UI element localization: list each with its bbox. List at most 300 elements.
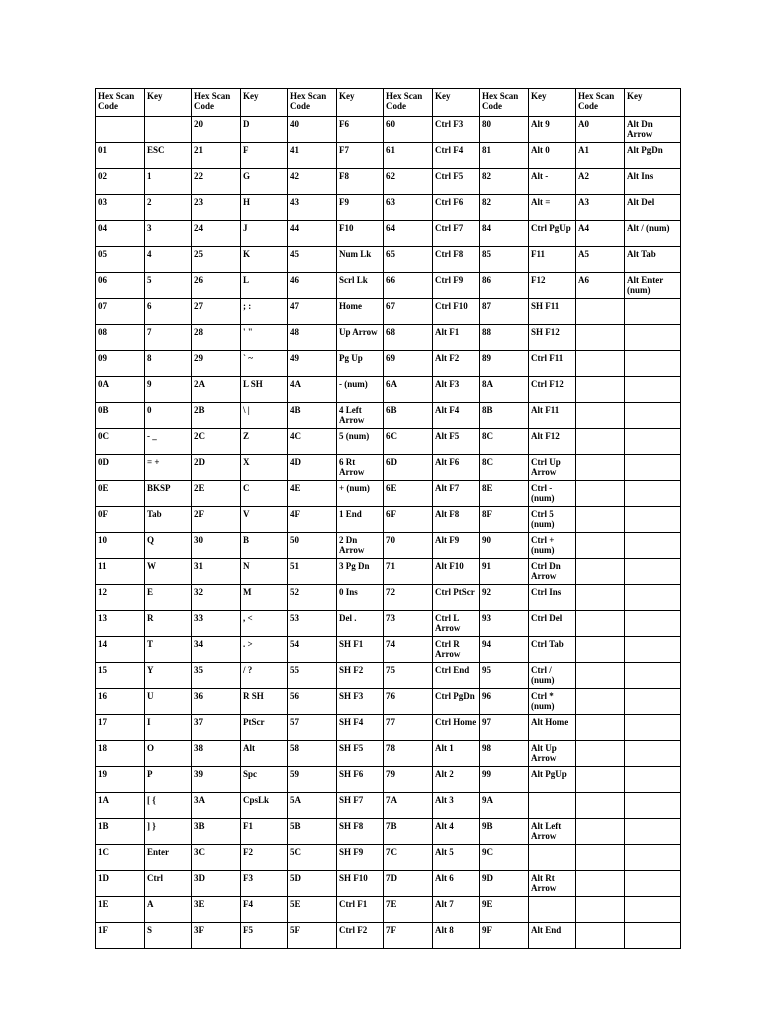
hex-scan-code-cell [576,325,625,351]
table-row [96,273,681,299]
key-name-cell: Alt Home [529,715,576,741]
hex-scan-code-cell: 53 [288,611,337,637]
hex-scan-code-cell: 91 [480,559,529,585]
hex-scan-code-cell [576,507,625,533]
key-name-cell: SH F9 [337,845,384,871]
key-name-cell: Ctrl L Arrow [433,611,480,637]
key-name-cell [625,299,681,325]
key-name-cell: L [241,273,288,299]
hex-scan-code-cell: 2E [192,481,241,507]
key-name-cell: SH F7 [337,793,384,819]
hex-scan-code-cell: 62 [384,169,433,195]
key-name-cell [625,481,681,507]
key-name-cell: Alt F3 [433,377,480,403]
hex-scan-code-cell: 5F [288,923,337,949]
key-name-cell: N [241,559,288,585]
key-name-cell: Alt 5 [433,845,480,871]
key-name-cell: \ | [241,403,288,429]
key-name-cell: F10 [337,221,384,247]
hex-scan-code-cell: 46 [288,273,337,299]
key-name-cell: Alt 6 [433,871,480,897]
key-name-cell: X [241,455,288,481]
table-row [96,221,681,247]
hex-scan-code-cell: 2D [192,455,241,481]
key-name-cell: 0 [145,403,192,429]
key-name-cell [529,897,576,923]
hex-scan-code-cell: 84 [480,221,529,247]
table-row [96,741,681,767]
hex-scan-code-cell [576,715,625,741]
key-name-cell: S [145,923,192,949]
table-row [96,533,681,559]
hex-scan-code-cell: 4B [288,403,337,429]
hex-scan-code-cell: 9B [480,819,529,845]
key-name-cell: J [241,221,288,247]
key-name-cell: Alt 0 [529,143,576,169]
key-name-cell: Ctrl F12 [529,377,576,403]
key-name-cell: Ctrl Del [529,611,576,637]
key-name-cell: Alt F7 [433,481,480,507]
hex-scan-code-cell: 17 [96,715,145,741]
key-name-cell: Alt 9 [529,117,576,143]
scan-code-table [95,88,681,949]
hex-scan-code-cell: 19 [96,767,145,793]
table-row [96,325,681,351]
key-name-cell [625,455,681,481]
hex-scan-code-cell: 1C [96,845,145,871]
key-name-cell: B [241,533,288,559]
hex-scan-code-cell [576,767,625,793]
key-name-cell: H [241,195,288,221]
hex-scan-code-cell: 49 [288,351,337,377]
hex-scan-code-cell [576,897,625,923]
hex-scan-code-cell: 3E [192,897,241,923]
table-row [96,819,681,845]
hex-scan-code-cell: 36 [192,689,241,715]
hex-scan-code-cell: 18 [96,741,145,767]
key-name-cell: Ctrl * (num) [529,689,576,715]
hex-scan-code-cell [576,871,625,897]
hex-scan-code-cell: 10 [96,533,145,559]
hex-scan-code-cell: 87 [480,299,529,325]
key-name-cell: Ctrl F5 [433,169,480,195]
hex-scan-code-cell: 5B [288,819,337,845]
key-name-cell [529,845,576,871]
hex-scan-code-cell: 7D [384,871,433,897]
hex-scan-code-cell: 63 [384,195,433,221]
hex-scan-code-cell: 74 [384,637,433,663]
hex-scan-code-cell: 30 [192,533,241,559]
hex-scan-code-cell: 2F [192,507,241,533]
key-name-cell: SH F6 [337,767,384,793]
key-name-cell: F2 [241,845,288,871]
hex-scan-code-cell: 28 [192,325,241,351]
table-row [96,351,681,377]
key-name-cell: Ctrl F4 [433,143,480,169]
hex-scan-code-cell: 58 [288,741,337,767]
hex-scan-code-cell: 07 [96,299,145,325]
table-row [96,117,681,143]
hex-scan-code-cell: 82 [480,169,529,195]
key-name-cell: O [145,741,192,767]
key-name-cell: ' " [241,325,288,351]
key-name-cell [625,351,681,377]
hex-scan-code-cell: 40 [288,117,337,143]
hex-scan-code-cell: 25 [192,247,241,273]
key-name-cell: Ctrl Home [433,715,480,741]
key-name-cell: Alt F9 [433,533,480,559]
key-name-cell: V [241,507,288,533]
key-name-cell: SH F3 [337,689,384,715]
hex-scan-code-cell: 1A [96,793,145,819]
hex-scan-code-cell: 24 [192,221,241,247]
key-name-cell: U [145,689,192,715]
table-body [96,117,681,949]
hex-scan-code-cell: 4C [288,429,337,455]
table-row [96,299,681,325]
table-row [96,923,681,949]
hex-scan-code-cell: 33 [192,611,241,637]
hex-scan-code-cell [576,637,625,663]
key-name-cell: A [145,897,192,923]
key-name-cell: F7 [337,143,384,169]
hex-scan-code-cell: 65 [384,247,433,273]
hex-scan-code-cell: 66 [384,273,433,299]
key-name-cell [625,325,681,351]
key-name-cell: Alt F8 [433,507,480,533]
key-name-cell [625,533,681,559]
hex-scan-code-cell: A6 [576,273,625,299]
key-name-cell: 6 Rt Arrow [337,455,384,481]
table-row [96,455,681,481]
key-name-cell: Spc [241,767,288,793]
hex-scan-code-cell [576,689,625,715]
key-name-cell: / ? [241,663,288,689]
hex-scan-code-cell [576,559,625,585]
key-name-cell: SH F12 [529,325,576,351]
hex-scan-code-cell: 01 [96,143,145,169]
key-name-cell: 1 [145,169,192,195]
key-name-cell: Alt Tab [625,247,681,273]
key-name-cell: SH F2 [337,663,384,689]
key-name-cell: Ctrl R Arrow [433,637,480,663]
hex-scan-code-cell: 7C [384,845,433,871]
key-name-cell [625,741,681,767]
key-name-cell: Alt F5 [433,429,480,455]
hex-scan-code-cell: 34 [192,637,241,663]
key-name-cell: Ctrl F6 [433,195,480,221]
key-name-cell: Pg Up [337,351,384,377]
key-name-cell: 4 [145,247,192,273]
hex-scan-code-cell: 8F [480,507,529,533]
hex-scan-code-cell: A1 [576,143,625,169]
key-name-cell: Alt 1 [433,741,480,767]
table-row [96,715,681,741]
hex-scan-code-cell: 1D [96,871,145,897]
key-name-cell [625,429,681,455]
hex-scan-code-cell: 48 [288,325,337,351]
hex-scan-code-cell: 56 [288,689,337,715]
key-name-cell: 7 [145,325,192,351]
key-name-cell [625,559,681,585]
hex-scan-code-cell [576,845,625,871]
key-name-cell [625,663,681,689]
hex-scan-code-cell: 73 [384,611,433,637]
hex-scan-code-cell: 99 [480,767,529,793]
hex-scan-code-cell: 96 [480,689,529,715]
key-name-cell: F6 [337,117,384,143]
hex-scan-code-cell: 68 [384,325,433,351]
hex-scan-code-cell: 35 [192,663,241,689]
hex-scan-code-cell: 44 [288,221,337,247]
key-name-cell: F8 [337,169,384,195]
hex-scan-code-cell: 4F [288,507,337,533]
key-name-cell: I [145,715,192,741]
table-row [96,377,681,403]
key-name-cell [625,637,681,663]
key-name-cell: F3 [241,871,288,897]
hex-scan-code-cell: 45 [288,247,337,273]
hex-scan-code-cell: 08 [96,325,145,351]
key-name-cell: Alt 3 [433,793,480,819]
key-name-cell: Alt Left Arrow [529,819,576,845]
key-name-cell: 9 [145,377,192,403]
key-name-cell: SH F4 [337,715,384,741]
hex-scan-code-cell: 22 [192,169,241,195]
key-name-cell: ; : [241,299,288,325]
hex-scan-code-cell: 93 [480,611,529,637]
hex-scan-code-cell: 81 [480,143,529,169]
key-name-cell: 5 (num) [337,429,384,455]
key-name-cell: Alt 2 [433,767,480,793]
hex-scan-code-cell: 88 [480,325,529,351]
table-row [96,767,681,793]
key-name-cell: PtScr [241,715,288,741]
key-name-cell [529,793,576,819]
key-name-cell: Ctrl Dn Arrow [529,559,576,585]
key-name-cell: Alt F4 [433,403,480,429]
key-name-cell: F11 [529,247,576,273]
hex-scan-code-cell: 9C [480,845,529,871]
hex-scan-code-cell: 26 [192,273,241,299]
key-name-cell: Alt F2 [433,351,480,377]
hex-scan-code-cell [576,793,625,819]
key-name-cell: M [241,585,288,611]
table-row [96,403,681,429]
hex-scan-code-cell: 7A [384,793,433,819]
hex-scan-code-cell: 3D [192,871,241,897]
key-name-cell: 4 Left Arrow [337,403,384,429]
key-name-cell: Alt Del [625,195,681,221]
hex-scan-code-cell: 6F [384,507,433,533]
hex-scan-code-cell: 0D [96,455,145,481]
key-name-cell: Home [337,299,384,325]
key-name-cell: Q [145,533,192,559]
key-name-cell [625,871,681,897]
column-header-key: Key [241,89,288,117]
hex-scan-code-cell: 47 [288,299,337,325]
key-name-cell: T [145,637,192,663]
hex-scan-code-cell: 97 [480,715,529,741]
hex-scan-code-cell: 12 [96,585,145,611]
hex-scan-code-cell: 05 [96,247,145,273]
table-row [96,793,681,819]
hex-scan-code-cell: 5E [288,897,337,923]
key-name-cell: L SH [241,377,288,403]
hex-scan-code-cell: 0A [96,377,145,403]
hex-scan-code-cell: 09 [96,351,145,377]
key-name-cell: Scrl Lk [337,273,384,299]
hex-scan-code-cell [576,455,625,481]
hex-scan-code-cell: 8C [480,455,529,481]
key-name-cell: Alt F12 [529,429,576,455]
hex-scan-code-cell: 32 [192,585,241,611]
table-row [96,611,681,637]
key-name-cell [625,403,681,429]
key-name-cell: Alt PgDn [625,143,681,169]
hex-scan-code-cell [576,377,625,403]
key-name-cell: F [241,143,288,169]
hex-scan-code-cell: A3 [576,195,625,221]
key-name-cell: 1 End [337,507,384,533]
hex-scan-code-cell: 89 [480,351,529,377]
table-row [96,663,681,689]
key-name-cell: 0 Ins [337,585,384,611]
hex-scan-code-cell: 79 [384,767,433,793]
hex-scan-code-cell [576,611,625,637]
hex-scan-code-cell: 9D [480,871,529,897]
hex-scan-code-cell: 1E [96,897,145,923]
key-name-cell: Ctrl PtScr [433,585,480,611]
hex-scan-code-cell: 03 [96,195,145,221]
hex-scan-code-cell: 41 [288,143,337,169]
hex-scan-code-cell: 70 [384,533,433,559]
hex-scan-code-cell: 7B [384,819,433,845]
key-name-cell [625,845,681,871]
table-row [96,195,681,221]
hex-scan-code-cell: 52 [288,585,337,611]
hex-scan-code-cell: 60 [384,117,433,143]
hex-scan-code-cell: 51 [288,559,337,585]
key-name-cell: Alt End [529,923,576,949]
key-name-cell: Ctrl Tab [529,637,576,663]
key-name-cell: Y [145,663,192,689]
hex-scan-code-cell: 4D [288,455,337,481]
key-name-cell: Ctrl [145,871,192,897]
key-name-cell [625,793,681,819]
key-name-cell: Alt F1 [433,325,480,351]
hex-scan-code-cell: 69 [384,351,433,377]
key-name-cell: D [241,117,288,143]
key-name-cell: Enter [145,845,192,871]
hex-scan-code-cell: 71 [384,559,433,585]
hex-scan-code-cell: 50 [288,533,337,559]
hex-scan-code-cell: 59 [288,767,337,793]
hex-scan-code-cell: 06 [96,273,145,299]
key-name-cell: Ctrl / (num) [529,663,576,689]
hex-scan-code-cell: 43 [288,195,337,221]
key-name-cell: Ctrl 5 (num) [529,507,576,533]
key-name-cell: 3 [145,221,192,247]
key-name-cell: Ctrl + (num) [529,533,576,559]
hex-scan-code-cell: 54 [288,637,337,663]
key-name-cell: . > [241,637,288,663]
table-row [96,585,681,611]
hex-scan-code-cell: A2 [576,169,625,195]
key-name-cell: Alt / (num) [625,221,681,247]
hex-scan-code-cell: 6A [384,377,433,403]
hex-scan-code-cell: A0 [576,117,625,143]
column-header-key: Key [625,89,681,117]
key-name-cell: G [241,169,288,195]
table-row [96,143,681,169]
key-name-cell: R [145,611,192,637]
key-name-cell: Alt Up Arrow [529,741,576,767]
key-name-cell: F1 [241,819,288,845]
key-name-cell [625,923,681,949]
hex-scan-code-cell: 7F [384,923,433,949]
column-header-key: Key [433,89,480,117]
hex-scan-code-cell: 90 [480,533,529,559]
hex-scan-code-cell [576,741,625,767]
hex-scan-code-cell [576,819,625,845]
key-name-cell: Alt 4 [433,819,480,845]
hex-scan-code-cell: 0F [96,507,145,533]
key-name-cell [625,611,681,637]
column-header-hex-scan-code: Hex Scan Code [96,89,145,117]
key-name-cell: Ctrl F8 [433,247,480,273]
key-name-cell: ESC [145,143,192,169]
key-name-cell [625,897,681,923]
key-name-cell: Ctrl Up Arrow [529,455,576,481]
hex-scan-code-cell: 55 [288,663,337,689]
key-name-cell: Alt 8 [433,923,480,949]
key-name-cell: K [241,247,288,273]
hex-scan-code-cell: 9E [480,897,529,923]
key-name-cell: 6 [145,299,192,325]
hex-scan-code-cell: 29 [192,351,241,377]
key-name-cell [625,689,681,715]
hex-scan-code-cell: 2A [192,377,241,403]
hex-scan-code-cell: 42 [288,169,337,195]
key-name-cell: Ctrl - (num) [529,481,576,507]
hex-scan-code-cell [576,533,625,559]
hex-scan-code-cell [576,923,625,949]
hex-scan-code-cell: 92 [480,585,529,611]
hex-scan-code-cell: 85 [480,247,529,273]
key-name-cell: CpsLk [241,793,288,819]
column-header-hex-scan-code: Hex Scan Code [576,89,625,117]
hex-scan-code-cell: 94 [480,637,529,663]
key-name-cell: Ctrl End [433,663,480,689]
table-row [96,429,681,455]
key-name-cell [625,585,681,611]
key-name-cell: , < [241,611,288,637]
hex-scan-code-cell: 78 [384,741,433,767]
column-header-key: Key [145,89,192,117]
key-name-cell: Ctrl F11 [529,351,576,377]
key-name-cell: Alt PgUp [529,767,576,793]
hex-scan-code-cell: 8A [480,377,529,403]
hex-scan-code-cell: 3C [192,845,241,871]
column-header-hex-scan-code: Hex Scan Code [192,89,241,117]
hex-scan-code-cell: 3F [192,923,241,949]
hex-scan-code-cell: 0B [96,403,145,429]
key-name-cell: + (num) [337,481,384,507]
hex-scan-code-cell: 23 [192,195,241,221]
key-name-cell: R SH [241,689,288,715]
key-name-cell: 2 Dn Arrow [337,533,384,559]
